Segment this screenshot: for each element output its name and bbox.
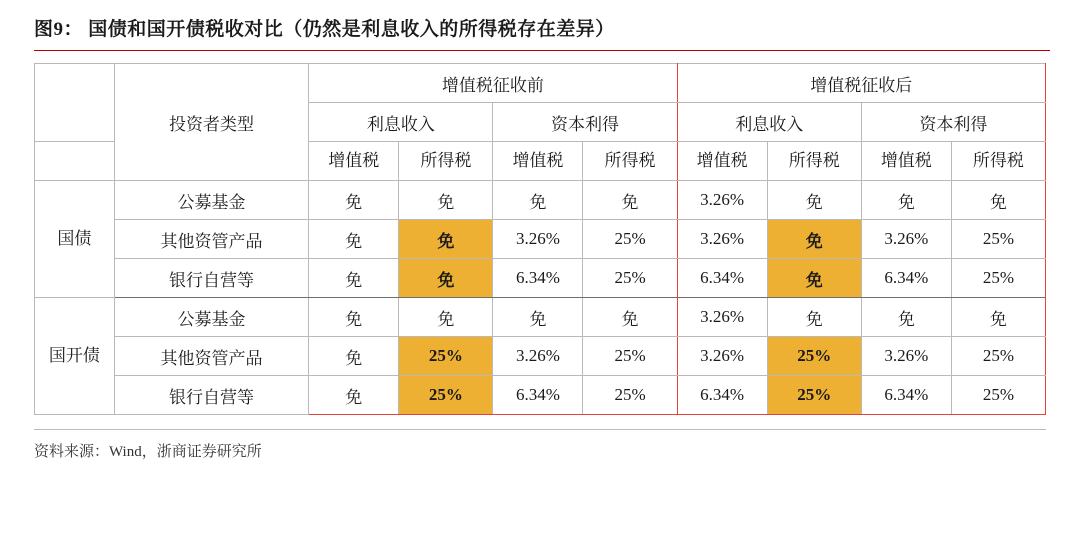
cell-value-highlighted: 25% [399,337,493,376]
cell-value: 6.34% [493,259,583,298]
table-row [35,220,1046,259]
cell-value: 3.26% [861,337,951,376]
cell-value: 3.26% [677,298,767,337]
cell-value-highlighted: 免 [767,220,861,259]
cell-value: 免 [861,298,951,337]
cell-value-highlighted: 免 [399,220,493,259]
table-row [35,376,1046,415]
cell-value: 免 [493,181,583,220]
cell-value: 25% [951,220,1045,259]
row-label: 其他资管产品 [114,220,308,259]
cell-value: 免 [493,298,583,337]
cell-value: 免 [309,337,399,376]
table-row [35,181,1046,220]
cell-value: 3.26% [677,220,767,259]
cell-value: 免 [951,181,1045,220]
cell-value: 3.26% [677,181,767,220]
cell-value: 3.26% [861,220,951,259]
table-row [35,298,1046,337]
cell-value: 25% [583,259,677,298]
title-divider [34,50,1050,51]
header-corner-blank [35,64,115,142]
cell-value: 免 [309,298,399,337]
header-investor-type: 投资者类型 [114,64,308,181]
cell-value: 25% [951,376,1045,415]
cell-value: 25% [583,376,677,415]
row-label: 银行自营等 [114,259,308,298]
header-blank-left [35,142,115,181]
header-tax-income-2: 所得税 [583,142,677,181]
cell-value: 免 [767,181,861,220]
header-group-after-vat: 增值税征收后 [677,64,1045,103]
cell-value: 免 [583,181,677,220]
cell-value: 25% [951,337,1045,376]
cell-value: 3.26% [493,220,583,259]
cell-value-highlighted: 25% [767,337,861,376]
cell-value: 6.34% [493,376,583,415]
cell-value: 免 [399,181,493,220]
cell-value-highlighted: 免 [399,259,493,298]
cell-value: 25% [583,337,677,376]
cell-value: 6.34% [677,376,767,415]
section-label-treasury: 国债 [35,181,115,298]
header-group-before-vat: 增值税征收前 [309,64,677,103]
cell-value: 3.26% [493,337,583,376]
header-sub-interest-after: 利息收入 [677,103,861,142]
cell-value: 免 [583,298,677,337]
source-note: 资料来源：Wind，浙商证券研究所 [34,429,1046,461]
row-label: 银行自营等 [114,376,308,415]
section-label-cdb: 国开债 [35,298,115,415]
cell-value: 6.34% [861,376,951,415]
row-label: 公募基金 [114,181,308,220]
cell-value-highlighted: 25% [767,376,861,415]
cell-value: 免 [767,298,861,337]
header-tax-vat-4: 增值税 [861,142,951,181]
cell-value: 免 [861,181,951,220]
row-label: 其他资管产品 [114,337,308,376]
row-label: 公募基金 [114,298,308,337]
cell-value: 免 [309,220,399,259]
cell-value: 免 [309,181,399,220]
cell-value: 25% [951,259,1045,298]
cell-value: 6.34% [861,259,951,298]
cell-value: 免 [399,298,493,337]
cell-value: 免 [309,259,399,298]
cell-value: 3.26% [677,337,767,376]
header-tax-income-4: 所得税 [951,142,1045,181]
header-sub-interest-before: 利息收入 [309,103,493,142]
header-sub-capgain-after: 资本利得 [861,103,1045,142]
tax-comparison-table [34,63,1046,415]
header-tax-income-3: 所得税 [767,142,861,181]
page-title: 图9： 国债和国开债税收对比（仍然是利息收入的所得税存在差异） [34,19,615,40]
header-sub-capgain-before: 资本利得 [493,103,677,142]
table-row [35,337,1046,376]
header-tax-vat-1: 增值税 [309,142,399,181]
cell-value: 免 [309,376,399,415]
cell-value: 25% [583,220,677,259]
cell-value-highlighted: 免 [767,259,861,298]
table-row [35,259,1046,298]
cell-value: 6.34% [677,259,767,298]
header-tax-vat-2: 增值税 [493,142,583,181]
cell-value-highlighted: 25% [399,376,493,415]
header-tax-income-1: 所得税 [399,142,493,181]
cell-value: 免 [951,298,1045,337]
header-tax-vat-3: 增值税 [677,142,767,181]
table-header-row-groups [35,64,1046,103]
